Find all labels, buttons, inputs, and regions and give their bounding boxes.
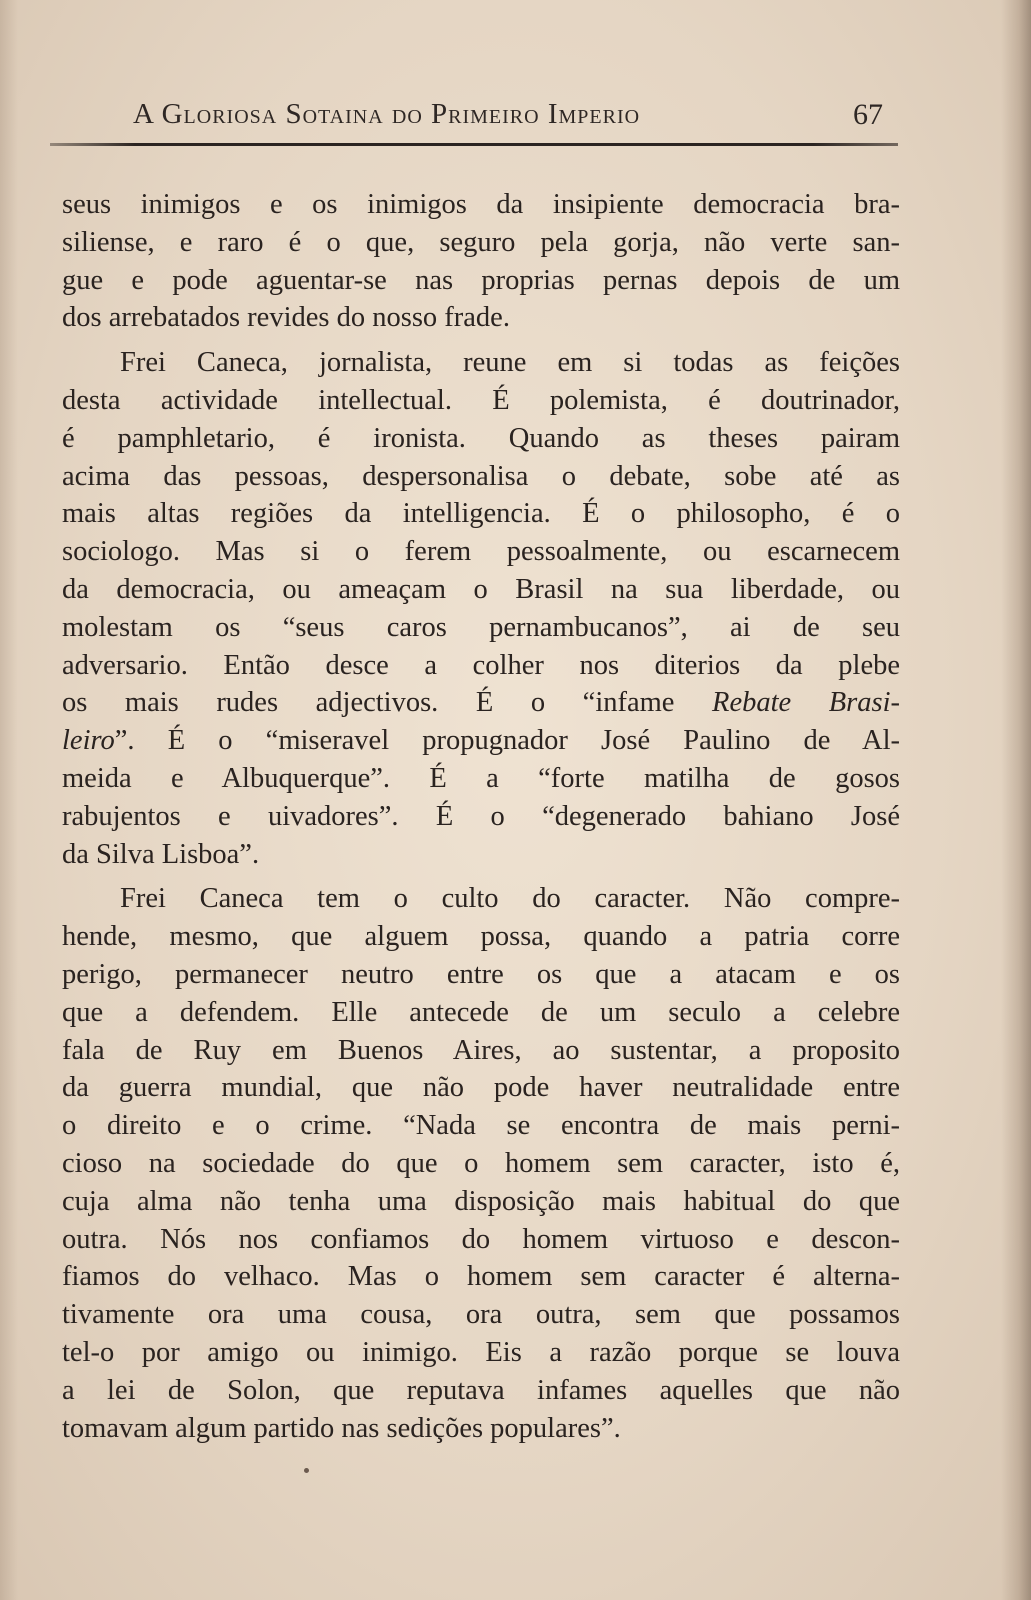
text-line: adversario. Então desce a colher nos diterios da plebe xyxy=(62,649,900,681)
text-line: que a defendem. Elle antecede de um seculo a celebre xyxy=(62,996,900,1028)
text-line: tomavam algum partido nas sedições populares”. xyxy=(62,1412,621,1444)
page-left-shadow xyxy=(0,0,18,1600)
text-line: fiamos do velhaco. Mas o homem sem caracter é alterna- xyxy=(62,1261,900,1293)
running-header xyxy=(133,98,893,138)
text-line: cioso na sociedade do que o homem sem caracter, isto é, xyxy=(62,1147,900,1179)
text-line: molestam os “seus caros pernambucanos”, ai de seu xyxy=(62,611,900,643)
text-line: perigo, permanecer neutro entre os que a atacam e os xyxy=(62,958,900,990)
text-line: fala de Ruy em Buenos Aires, ao sustentar, a proposito xyxy=(62,1034,900,1066)
text-line: o direito e o crime. “Nada se encontra de mais perni- xyxy=(62,1110,900,1142)
italic-title-cont: leiro xyxy=(62,725,115,757)
text-line: da guerra mundial, que não pode haver neutralidade entre xyxy=(62,1072,900,1104)
paragraph-1 xyxy=(62,186,900,337)
text-line: da democracia, ou ameaçam o Brasil na sua liberdade, ou xyxy=(62,573,900,605)
text-fragment: Frei Caneca, jornalista, reune em si todas as feições xyxy=(120,347,900,379)
text-line: sociologo. Mas si o ferem pessoalmente, ou escarnecem xyxy=(62,536,900,568)
ink-speck xyxy=(304,1468,309,1473)
text-line: da Silva Lisboa”. xyxy=(62,838,260,870)
text-line xyxy=(62,722,900,760)
text-line: acima das pessoas, despersonalisa o debate, sobe até as xyxy=(62,460,900,492)
page-right-shadow xyxy=(1001,0,1031,1600)
running-title: A Gloriosa Sotaina do Primeiro Imperio xyxy=(133,98,641,130)
text-line xyxy=(62,344,900,382)
text-line: siliense, e raro é o que, seguro pela gorja, não verte san- xyxy=(62,226,900,258)
text-line: dos arrebatados revides do nosso frade. xyxy=(62,302,510,334)
paragraph-3 xyxy=(62,880,900,1447)
header-rule xyxy=(50,143,898,146)
text-fragment: Frei Caneca tem o culto do caracter. Não compre- xyxy=(120,883,900,915)
text-line: a lei de Solon, que reputava infames aquelles que não xyxy=(62,1374,900,1406)
paragraph-2 xyxy=(62,344,900,873)
text-line: desta actividade intellectual. É polemista, é doutrinador, xyxy=(62,384,900,416)
text-line: meida e Albuquerque”. É a “forte matilha de gosos xyxy=(62,762,900,794)
text-line: hende, mesmo, que alguem possa, quando a patria corre xyxy=(62,921,900,953)
text-line xyxy=(62,684,900,722)
text-line: tivamente ora uma cousa, ora outra, sem que possamos xyxy=(62,1299,900,1331)
text-line: seus inimigos e os inimigos da insipiente democracia bra- xyxy=(62,189,900,220)
text-line xyxy=(62,880,900,918)
text-line: tel-o por amigo ou inimigo. Eis a razão porque se louva xyxy=(62,1336,900,1368)
text-line: mais altas regiões da intelligencia. É o philosopho, é o xyxy=(62,498,900,530)
text-fragment: os mais rudes adjectivos. É o “infame xyxy=(62,687,713,719)
text-line: outra. Nós nos confiamos do homem virtuoso e descon- xyxy=(62,1223,900,1255)
italic-title: Rebate Brasi- xyxy=(712,687,900,719)
text-fragment: ”. É o “miseravel propugnador José Paulino de Al- xyxy=(114,725,900,757)
text-line: gue e pode aguentar-se nas proprias pernas depois de um xyxy=(62,264,900,296)
text-line: é pamphletario, é ironista. Quando as theses pairam xyxy=(62,422,900,454)
text-line: cuja alma não tenha uma disposição mais habitual do que xyxy=(62,1185,900,1217)
page-number: 67 xyxy=(853,98,883,131)
text-line: rabujentos e uivadores”. É o “degenerado bahiano José xyxy=(62,800,900,832)
body-text xyxy=(62,186,900,1447)
